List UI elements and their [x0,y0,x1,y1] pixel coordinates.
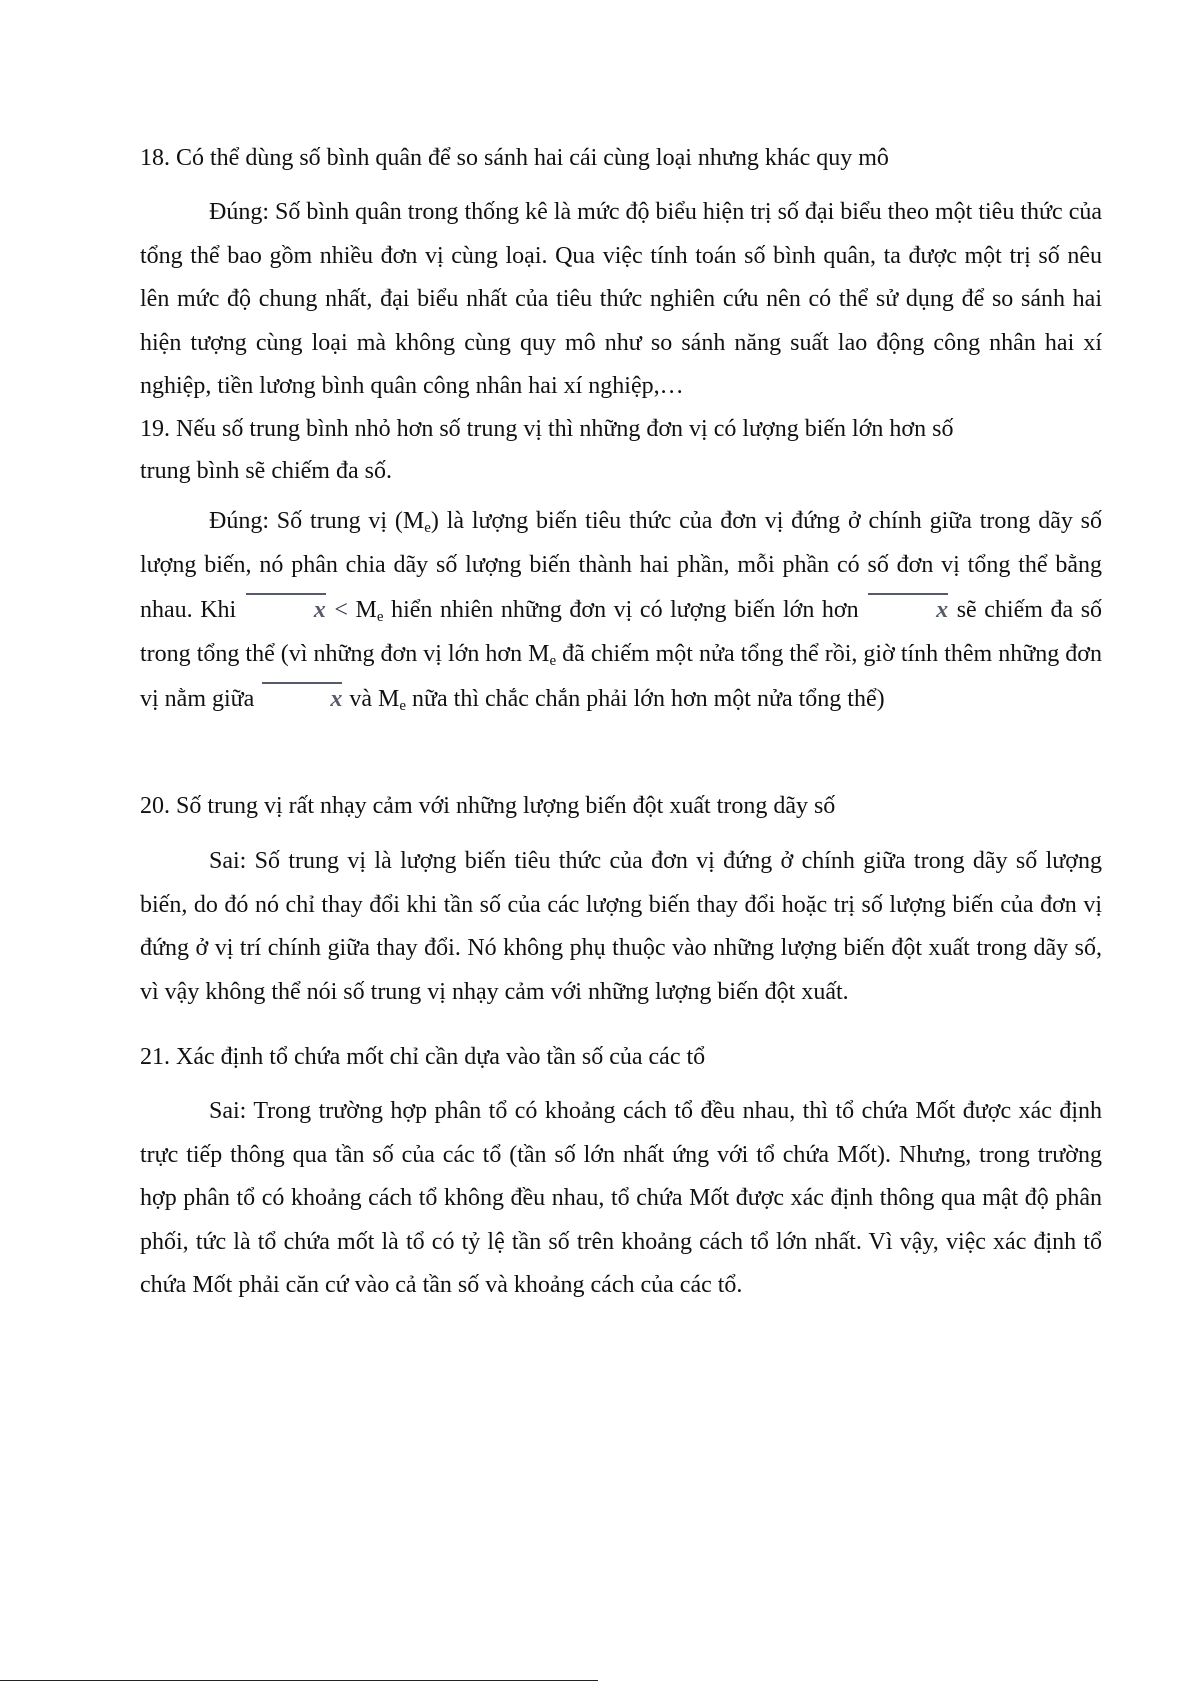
question-21: 21. Xác định tổ chứa mốt chỉ cần dựa vào tần số của các tổ [140,1044,706,1070]
answer-19-part-7: nữa thì chắc chắn phải lớn hơn một nửa tổng thể) [406,686,885,712]
answer-19-part-6: và [343,686,378,712]
question-19-line-1: 19. Nếu số trung bình nhỏ hơn số trung vị thì những đơn vị có lượng biến lớn hơn số [140,416,954,442]
median-symbol: $M_e$ [355,597,384,625]
median-symbol: $M_e$ [402,508,431,536]
question-19 [140,408,1060,492]
answer-19 [140,500,1102,722]
question-20: 20. Số trung vị rất nhạy cảm với những lượng biến đột xuất trong dãy số [140,793,836,819]
mean-x-bar-symbol: x [245,587,326,633]
footer-rule [0,1680,598,1681]
mean-x-bar-symbol: x [261,676,342,722]
median-symbol: $M_e$ [528,640,557,669]
answer-19-part-1: Đúng: Số trung vị ( [209,508,403,534]
answer-18: Đúng: Số bình quân trong thống kê là mức độ biểu hiện trị số đại biểu theo một tiêu thức của tổng thể bao gồm nhiều đơn vị cùng loại. Qua việc tính toán số bình quân, ta được một trị số nêu lên mức độ chung nhất, đại biểu nhất của tiêu thức nghiên cứu nên có thể sử dụng để so sánh hai hiện tượng cùng loại mà không cùng quy mô như so sánh năng suất lao động công nhân hai xí nghiệp, tiền lương bình quân công nhân hai xí nghiệp,… [140,199,1102,399]
answer-19-part-2: ) là lượng biến tiêu thức của đơn vị đứng ở chính giữa trong dãy số lượng biến, nó phân chia dãy số lượng biến thành hai phần, mỗi phần có số đơn vị tổng thể bằng nhau. Khi [140,508,1103,623]
answer-21: Sai: Trong trường hợp phân tổ có khoảng cách tổ đều nhau, thì tổ chứa Mốt được xác định trực tiếp thông qua tần số của các tổ (tần số lớn nhất ứng với tổ chứa Mốt). Nhưng, trong trường hợp phân tổ có khoảng cách tổ không đều nhau, tổ chứa Mốt được xác định thông qua mật độ phân phối, tức là tổ chứa mốt là tổ có tỷ lệ tần số trên khoảng cách tổ lớn nhất. Vì vậy, việc xác định tổ chứa Mốt phải căn cứ vào cả tần số và khoảng cách của các tổ. [140,1098,1102,1298]
answer-19-part-5: đã chiếm một nửa tổng thể rồi, giờ tính thêm những đơn vị nằm giữa [140,640,1102,712]
mean-x-bar-symbol: x [867,587,948,633]
question-18: 18. Có thể dùng số bình quân để so sánh hai cái cùng loại nhưng khác quy mô [140,145,889,171]
median-symbol: $M_e$ [377,686,406,714]
question-19-line-2: trung bình sẽ chiếm đa số. [140,458,392,484]
answer-20: Sai: Số trung vị là lượng biến tiêu thức của đơn vị đứng ở chính giữa trong dãy số lượng biến, do đó nó chỉ thay đổi khi tần số của các lượng biến thay đổi hoặc trị số lượng biến của đơn vị đứng ở vị trí chính giữa thay đổi. Nó không phụ thuộc vào những lượng biến đột xuất trong dãy số, vì vậy không thể nói số trung vị nhạy cảm với những lượng biến đột xuất. [140,848,1102,1005]
answer-19-part-4: sẽ chiếm đa số trong tổng thể (vì những đơn vị lớn hơn [140,597,1103,667]
less-than-symbol: < [334,597,348,623]
answer-19-part-3: hiển nhiên những đơn vị có lượng biến lớn hơn [383,597,867,623]
